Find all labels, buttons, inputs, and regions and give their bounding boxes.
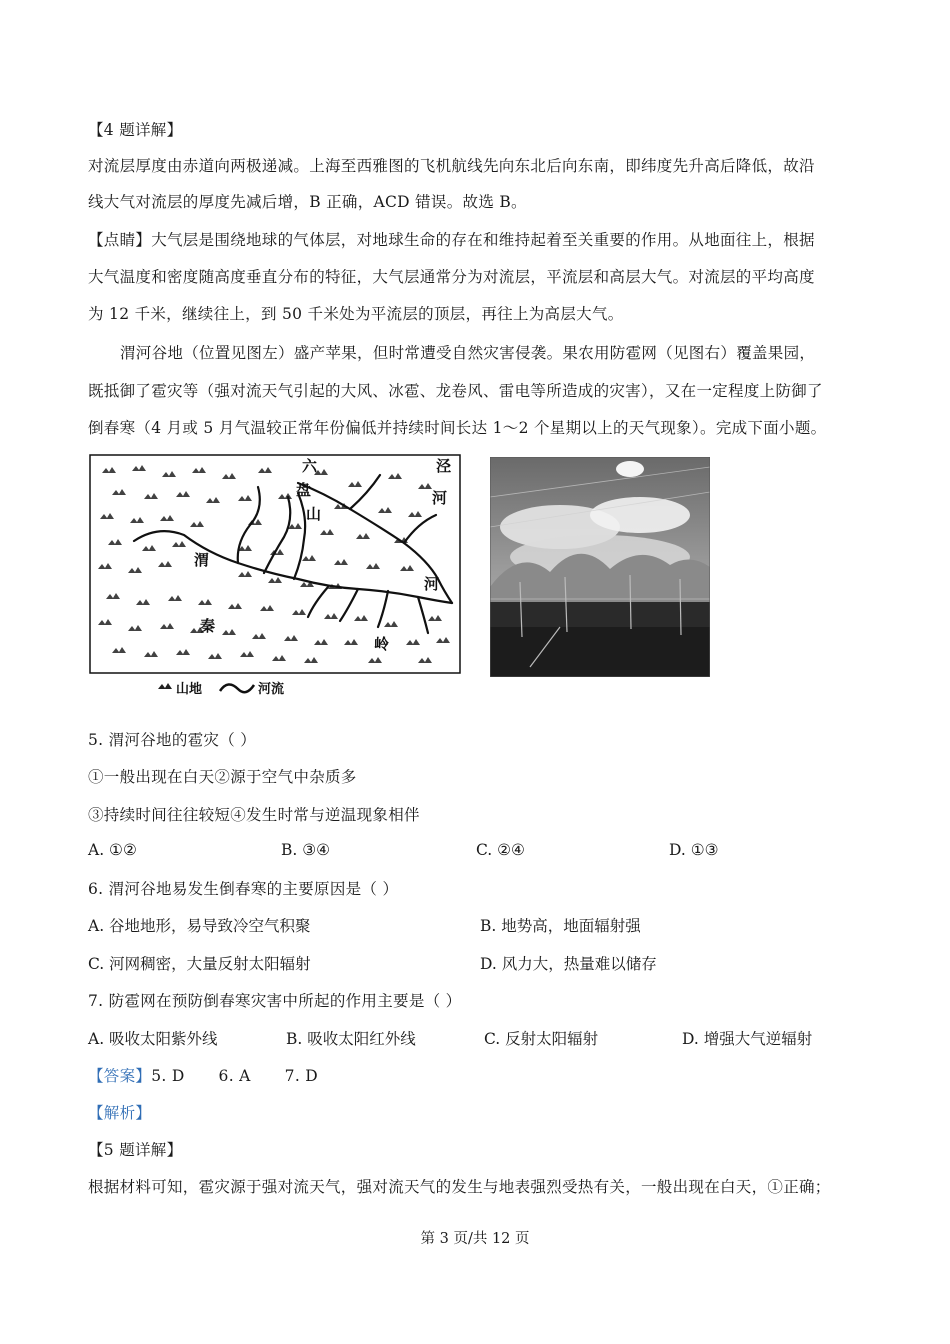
- map-label-liu: 六: [302, 457, 318, 475]
- answer-line: [88, 1064, 318, 1086]
- q5-item-1: ①一般出现在白天②源于空气中杂质多: [88, 768, 357, 786]
- q5-stem: 5. 渭河谷地的雹灾（ ）: [88, 731, 257, 749]
- map-legend: [158, 681, 284, 697]
- q6-option-c: C. 河网稠密，大量反射太阳辐射: [88, 955, 311, 973]
- q5-option-a: A. ①②: [88, 841, 137, 859]
- legend-river-icon: [220, 684, 254, 692]
- legend-river-label: 河流: [258, 682, 285, 697]
- dianjing-text-1: 大气层是围绕地球的气体层，对地球生命的存在和维持起着至关重要的作用。从地面往上，根据: [151, 231, 815, 249]
- q6-option-a: A. 谷地地形，易导致冷空气积聚: [88, 917, 311, 935]
- q5-detail-heading: 【5 题详解】: [88, 1141, 183, 1159]
- map-frame: [90, 455, 460, 673]
- map-label-ling: 岭: [374, 635, 390, 653]
- hail-net-photo: [490, 457, 710, 681]
- map-label-qin: 秦: [200, 617, 216, 635]
- map-label-pan: 盘: [296, 481, 312, 499]
- q5-detail-line: 根据材料可知，雹灾源于强对流天气，强对流天气的发生与地表强烈受热有关，一般出现在白天，①正确；: [88, 1178, 831, 1196]
- answer-7: 7. D: [284, 1067, 318, 1085]
- q6-option-d: D. 风力大，热量难以储存: [480, 955, 657, 973]
- q7-stem: 7. 防雹网在预防倒春寒灾害中所起的作用主要是（ ）: [88, 992, 462, 1010]
- q7-option-b: B. 吸收太阳红外线: [286, 1030, 416, 1048]
- dianjing-line-3: 为 12 千米，继续往上，到 50 千米处为平流层的顶层，再往上为高层大气。: [88, 305, 624, 323]
- map-label-shan: 山: [306, 505, 322, 523]
- page-footer: 第 3 页/共 12 页: [420, 1231, 530, 1247]
- map-label-he-top: 河: [432, 489, 448, 507]
- legend-mountain-icon: [158, 683, 172, 689]
- q5-item-2: ③持续时间往往较短④发生时常与逆温现象相伴: [88, 806, 420, 824]
- answer-tag: 【答案】: [88, 1067, 152, 1085]
- material-line-2: 既抵御了雹灾等（强对流天气引起的大风、冰雹、龙卷风、雷电等所造成的灾害），又在一定程度上防御了: [88, 382, 823, 400]
- q6-option-b: B. 地势高，地面辐射强: [480, 917, 641, 935]
- dianjing-tag: 【点睛】: [88, 231, 152, 249]
- q5-option-c: C. ②④: [476, 841, 525, 859]
- map-label-wei: 渭: [194, 551, 210, 569]
- map-label-he-bottom: 河: [424, 575, 440, 593]
- weihe-valley-map: [88, 453, 468, 707]
- material-line-1: 渭河谷地（位置见图左）盛产苹果，但时常遭受自然灾害侵袭。果农用防雹网（见图右）覆盖果园，: [120, 344, 816, 362]
- answer-6: 6. A: [218, 1067, 251, 1085]
- q5-option-b: B. ③④: [281, 841, 331, 859]
- dianjing-line-2: 大气温度和密度随高度垂直分布的特征，大气层通常分为对流层，平流层和高层大气。对流层的平均高度: [88, 268, 815, 286]
- legend-mountain-label: 山地: [176, 682, 203, 697]
- analysis-tag: 【解析】: [88, 1104, 152, 1122]
- q7-option-d: D. 增强大气逆辐射: [682, 1030, 813, 1048]
- dianjing-line-1: [88, 228, 815, 250]
- q4-heading: 【4 题详解】: [88, 121, 183, 139]
- q7-option-c: C. 反射太阳辐射: [484, 1030, 599, 1048]
- q5-option-d: D. ①③: [669, 841, 719, 859]
- answer-5: 5. D: [151, 1067, 185, 1085]
- material-line-3: 倒春寒（4 月或 5 月气温较正常年份偏低并持续时间长达 1～2 个星期以上的天气现象）。完成下面小题。: [88, 419, 827, 437]
- map-label-jing: 泾: [436, 457, 452, 475]
- q4-line-1: 对流层厚度由赤道向两极递减。上海至西雅图的飞机航线先向东北后向东南，即纬度先升高后降低，故沿: [88, 157, 815, 175]
- q4-line-2: 线大气对流层的厚度先减后增，B 正确，ACD 错误。故选 B。: [88, 193, 527, 211]
- q7-option-a: A. 吸收太阳紫外线: [88, 1030, 218, 1048]
- q6-stem: 6. 渭河谷地易发生倒春寒的主要原因是（ ）: [88, 880, 399, 898]
